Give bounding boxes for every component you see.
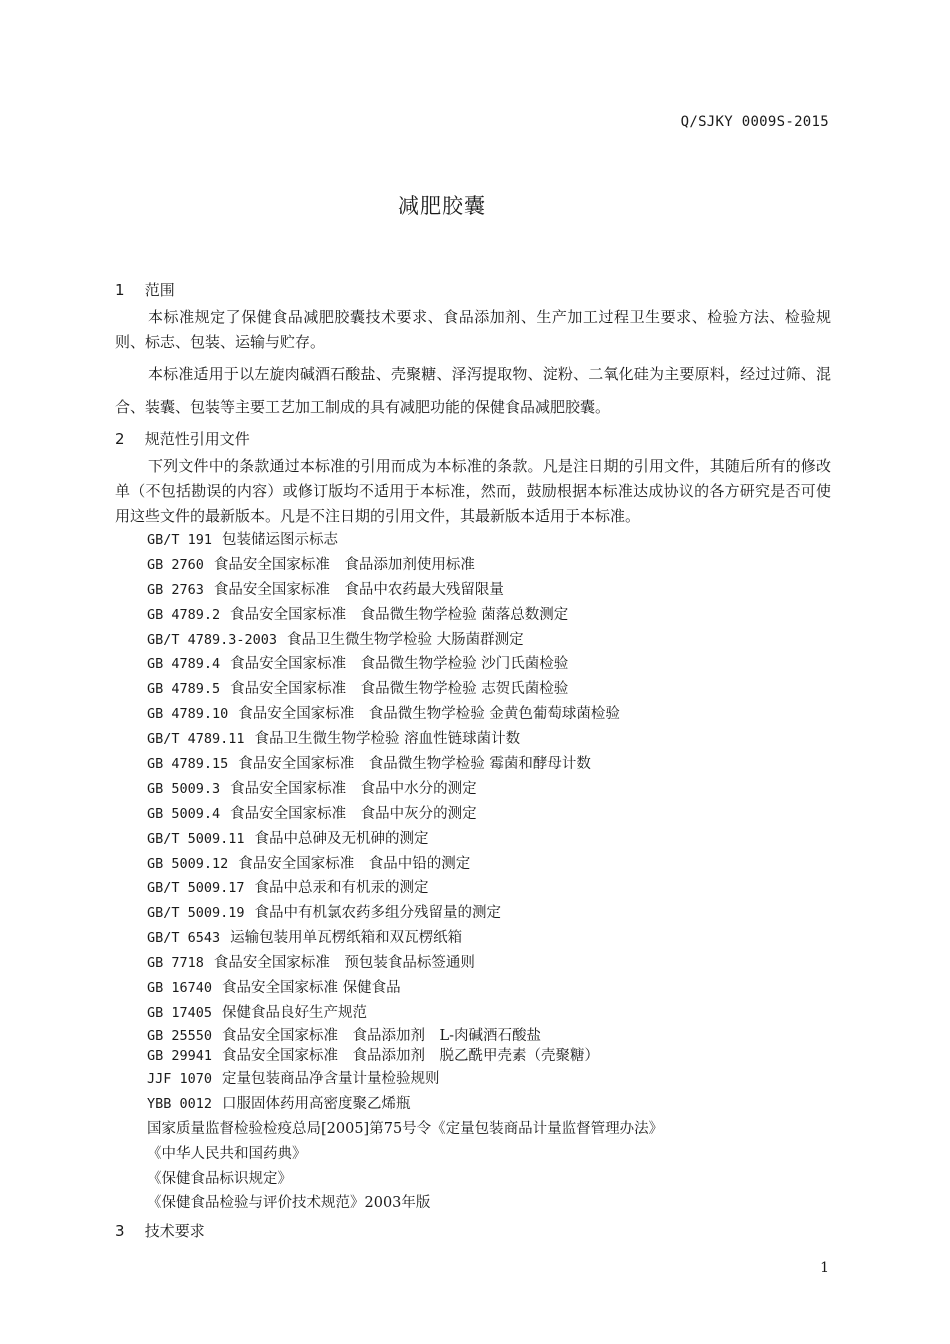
section-number: 1 xyxy=(115,281,125,299)
section-number: 3 xyxy=(115,1222,125,1240)
reference-item xyxy=(147,1026,663,1047)
reference-item xyxy=(147,1117,663,1142)
standard-code: Q/SJKY 0009S-2015 xyxy=(680,114,829,130)
reference-code: JJF 1070 xyxy=(147,1071,213,1087)
reference-code: GB/T 5009.17 xyxy=(147,880,245,897)
reference-code: GB/T 4789.11 xyxy=(147,731,245,748)
reference-code: GB 4789.2 xyxy=(147,606,221,623)
reference-item xyxy=(147,1167,663,1192)
reference-code: GB 5009.12 xyxy=(147,855,229,872)
reference-item xyxy=(147,1001,663,1026)
reference-title: 食品安全国家标准 食品中铅的测定 xyxy=(238,855,471,872)
reference-code: GB 29941 xyxy=(147,1048,213,1065)
reference-title: 食品安全国家标准 食品微生物学检验 金黄色葡萄球菌检验 xyxy=(238,706,620,723)
reference-title: 食品安全国家标准 食品微生物学检验 霉菌和酵母计数 xyxy=(238,756,591,773)
reference-title: 食品安全国家标准 食品微生物学检验 志贺氏菌检验 xyxy=(230,681,569,698)
reference-title: 食品安全国家标准 食品微生物学检验 菌落总数测定 xyxy=(230,606,569,623)
document-title: 减肥胶囊 xyxy=(398,194,486,218)
reference-code: GB 4789.10 xyxy=(147,706,229,723)
reference-item xyxy=(147,827,663,852)
reference-code: GB/T 5009.19 xyxy=(147,905,245,922)
reference-item xyxy=(147,727,663,752)
reference-list xyxy=(147,528,663,1216)
reference-item xyxy=(147,951,663,976)
section-heading-scope xyxy=(115,279,175,300)
reference-item xyxy=(147,852,663,877)
reference-code: YBB 0012 xyxy=(147,1095,213,1112)
reference-item xyxy=(147,777,663,802)
section-title: 技术要求 xyxy=(144,1222,205,1240)
reference-item xyxy=(147,528,663,553)
reference-item xyxy=(147,901,663,926)
reference-item xyxy=(147,1067,663,1092)
reference-title: 食品卫生微生物学检验 溶血性链球菌计数 xyxy=(254,731,521,748)
section-title: 规范性引用文件 xyxy=(144,430,250,448)
reference-title: 《保健食品检验与评价技术规范》2003年版 xyxy=(147,1195,431,1212)
reference-title: 食品中总汞和有机汞的测定 xyxy=(254,880,429,897)
reference-code: GB/T 5009.11 xyxy=(147,830,245,847)
reference-code: GB 7718 xyxy=(147,955,204,972)
reference-code: GB/T 191 xyxy=(147,532,213,548)
reference-title: 食品安全国家标准 食品添加剂 脱乙酰甲壳素（壳聚糖） xyxy=(222,1048,600,1065)
reference-item xyxy=(147,1046,663,1067)
reference-title: 《中华人民共和国药典》 xyxy=(147,1145,307,1162)
reference-title: 食品中总砷及无机砷的测定 xyxy=(254,830,429,847)
reference-item xyxy=(147,802,663,827)
reference-code: GB 5009.3 xyxy=(147,780,221,797)
reference-code: GB 2760 xyxy=(147,556,204,573)
reference-code: GB 4789.15 xyxy=(147,756,229,773)
reference-item xyxy=(147,926,663,951)
reference-title: 食品安全国家标准 食品微生物学检验 沙门氏菌检验 xyxy=(230,656,569,673)
reference-item xyxy=(147,1191,663,1216)
reference-code: GB 4789.4 xyxy=(147,656,221,673)
reference-title: 食品安全国家标准 保健食品 xyxy=(222,980,401,997)
reference-code: GB/T 4789.3-2003 xyxy=(147,631,278,648)
reference-title: 保健食品良好生产规范 xyxy=(222,1004,368,1021)
page-number: 1 xyxy=(820,1260,829,1276)
reference-item xyxy=(147,677,663,702)
references-intro-paragraph: 下列文件中的条款通过本标准的引用而成为本标准的条款。凡是注日期的引用文件，其随后所有的修改单（不包括勘误的内容）或修订版均不适用于本标准，然而，鼓励根据本标准达成协议的各方研究是否可使用这些文件的最新版本。凡是不注日期的引用文件，其最新版本适用于本标准。 xyxy=(115,457,831,525)
reference-title: 食品安全国家标准 食品添加剂 L-肉碱酒石酸盐 xyxy=(222,1027,542,1044)
section-heading-technical-requirements xyxy=(115,1220,205,1241)
reference-title: 定量包装商品净含量计量检验规则 xyxy=(222,1071,440,1087)
reference-item xyxy=(147,652,663,677)
reference-code: GB 25550 xyxy=(147,1027,213,1044)
reference-code: GB 5009.4 xyxy=(147,805,221,822)
reference-item xyxy=(147,578,663,603)
reference-item xyxy=(147,628,663,653)
reference-code: GB 17405 xyxy=(147,1004,213,1021)
reference-title: 食品安全国家标准 食品中灰分的测定 xyxy=(230,805,477,822)
reference-item xyxy=(147,976,663,1001)
reference-title: 国家质量监督检验检疫总局[2005]第75号令《定量包装商品计量监督管理办法》 xyxy=(147,1120,664,1137)
reference-code: GB 4789.5 xyxy=(147,681,221,698)
reference-title: 运输包装用单瓦楞纸箱和双瓦楞纸箱 xyxy=(230,930,463,947)
section-number: 2 xyxy=(115,430,125,448)
reference-item xyxy=(147,553,663,578)
reference-code: GB/T 6543 xyxy=(147,930,221,947)
reference-title: 食品安全国家标准 预包装食品标签通则 xyxy=(213,955,475,972)
reference-title: 食品安全国家标准 食品中水分的测定 xyxy=(230,780,477,797)
reference-title: 食品卫生微生物学检验 大肠菌群测定 xyxy=(287,631,524,648)
reference-title: 食品中有机氯农药多组分残留量的测定 xyxy=(254,905,502,922)
scope-paragraph-1: 本标准规定了保健食品减肥胶囊技术要求、食品添加剂、生产加工过程卫生要求、检验方法、检验规则、标志、包装、运输与贮存。 xyxy=(115,308,831,351)
reference-title: 《保健食品标识规定》 xyxy=(147,1170,292,1187)
reference-title: 口服固体药用高密度聚乙烯瓶 xyxy=(222,1095,411,1112)
section-title: 范围 xyxy=(144,281,175,299)
reference-code: GB 2763 xyxy=(147,581,204,598)
reference-item xyxy=(147,876,663,901)
reference-title: 食品安全国家标准 食品添加剂使用标准 xyxy=(213,556,475,573)
reference-title: 包装储运图示标志 xyxy=(222,532,339,548)
section-heading-normative-references xyxy=(115,428,250,449)
reference-item xyxy=(147,752,663,777)
reference-item xyxy=(147,603,663,628)
reference-item xyxy=(147,1092,663,1117)
reference-item xyxy=(147,702,663,727)
scope-paragraph-2: 本标准适用于以左旋肉碱酒石酸盐、壳聚糖、泽泻提取物、淀粉、二氧化硅为主要原料，经过过筛、混合、装囊、包装等主要工艺加工制成的具有减肥功能的保健食品减肥胶囊。 xyxy=(115,365,831,416)
reference-item xyxy=(147,1142,663,1167)
reference-title: 食品安全国家标准 食品中农药最大残留限量 xyxy=(213,581,504,598)
reference-code: GB 16740 xyxy=(147,980,213,997)
